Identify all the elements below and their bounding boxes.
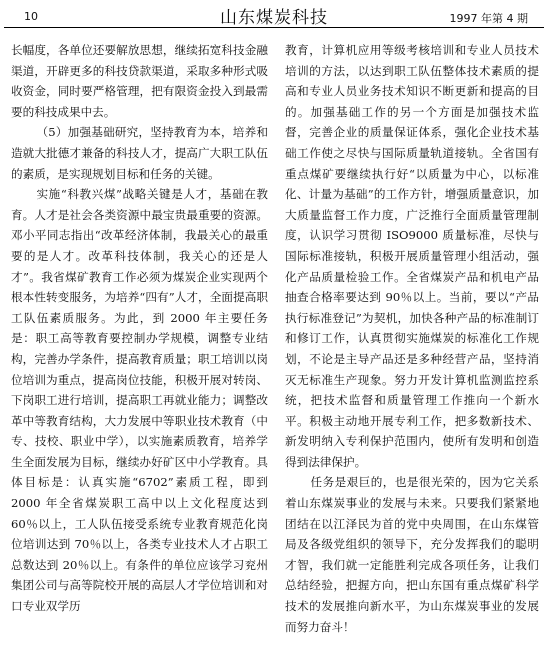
left-column: [11, 40, 268, 645]
paragraph: 教育，计算机应用等级考核培训和专业人员技术培训的方法，以达到职工队伍整体技术素质的提高和专业人员业务技术知识不断更新和提高的目的。加强基础工作的另一个方面是加强技术监督，完善企业的质量保证体系，强化企业技术基础工作使之尽快与国际质量轨道接轨。全省国有重点煤矿要继续执行好“以质量为中心，以标准化、计量为基础”的工作方针，增强质量意识，加大质量监督工作力度，广泛推行全面质量管理制度，认识学习贯彻 ISO9000 质量标准，尽快与国际标准接轨，积极开展质量管理小组活动，强化产品质量检验工作。全省煤炭产品和机电产品抽查合格率要达到 90％以上。当前，要以“产品执行标准登记”为契机，加快各种产品的标准制订和修订工作，认真贯彻实施煤炭的标准化工作规划，不论是主导产品还是多种经营产品，坚持消灭无标准生产现象。努力开发计算机监测监控系统，把技术监督和质量管理工作推向一个新水平。积极主动地开展专利工作，把多数新技术、新发明纳入专利保护范围内，使所有发明和创造得到法律保护。: [285, 43, 539, 469]
running-header: [0, 0, 548, 30]
page-number: 10: [24, 10, 38, 23]
right-column: [285, 40, 539, 645]
issue-label: 1997 年第 4 期: [449, 12, 528, 25]
journal-title: 山东煤炭科技: [220, 8, 328, 28]
paragraph: 任务是艰巨的，也是很光荣的，因为它关系着山东煤炭事业的发展与未来。只要我们紧紧地团结在以江泽民为首的党中央周围，在山东煤管局及各级党组织的领导下，充分发挥我们的聪明才智，我们就一定能胜利完成各项任务，让我们总结经验，把握方向，把山东国有重点煤矿科学技术的发展推向新水平，为山东煤炭事业的发展而努力奋斗！: [285, 475, 539, 634]
paragraph: （5）加强基础研究，坚持教育为本，培养和造就大批德才兼备的科技人才，提高广大职工队伍的素质，是实现规划目标和任务的关键。: [11, 125, 268, 181]
paragraph: 长幅度，各单位还要解放思想，继续拓宽科技金融渠道，开辟更多的科技贷款渠道，采取多种形式吸收资金，同时要严格管理，把有限资金投入到最需要的科技成果中去。: [11, 43, 268, 119]
paragraph: 实施“科教兴煤”战略关键是人才，基础在教育。人才是社会各类资源中最宝贵最重要的资源。邓小平同志指出“改革经济体制，我最关心的最重要的是人才。改革科技体制，我关心的还是人才”。我省煤矿教育工作必须为煤炭企业实现两个根本性转变服务，为培养“四有”人才，全面提高职工队伍素质服务。为此，到 2000 年主要任务是：职工高等教育要控制办学规模，调整专业结构，完善办学条件，提高教育质量；职工培训以岗位培训为重点，提高岗位技能，积极开展对转岗、下岗职工进行培训，提高职工再就业能力；调整改革中等教育结构，大力发展中等职业技术教育（中专、技校、职业中学），以实施素质教育，培养学生全面发展为目标，继续办好矿区中小学教育。具体目标是：认真实施“6702”素质工程，即到 2000 年全省煤炭职工高中以上文化程度达到 60％以上，工人队伍接受系统专业教育规范化岗位培训达到 70％以上，各类专业技术人才占职工总数达到 20％以上。有条件的单位应该学习兖州集团公司与高等院校开展的高层人才学位培训和对口专业双学历: [11, 187, 268, 614]
header-rule: [4, 27, 544, 28]
